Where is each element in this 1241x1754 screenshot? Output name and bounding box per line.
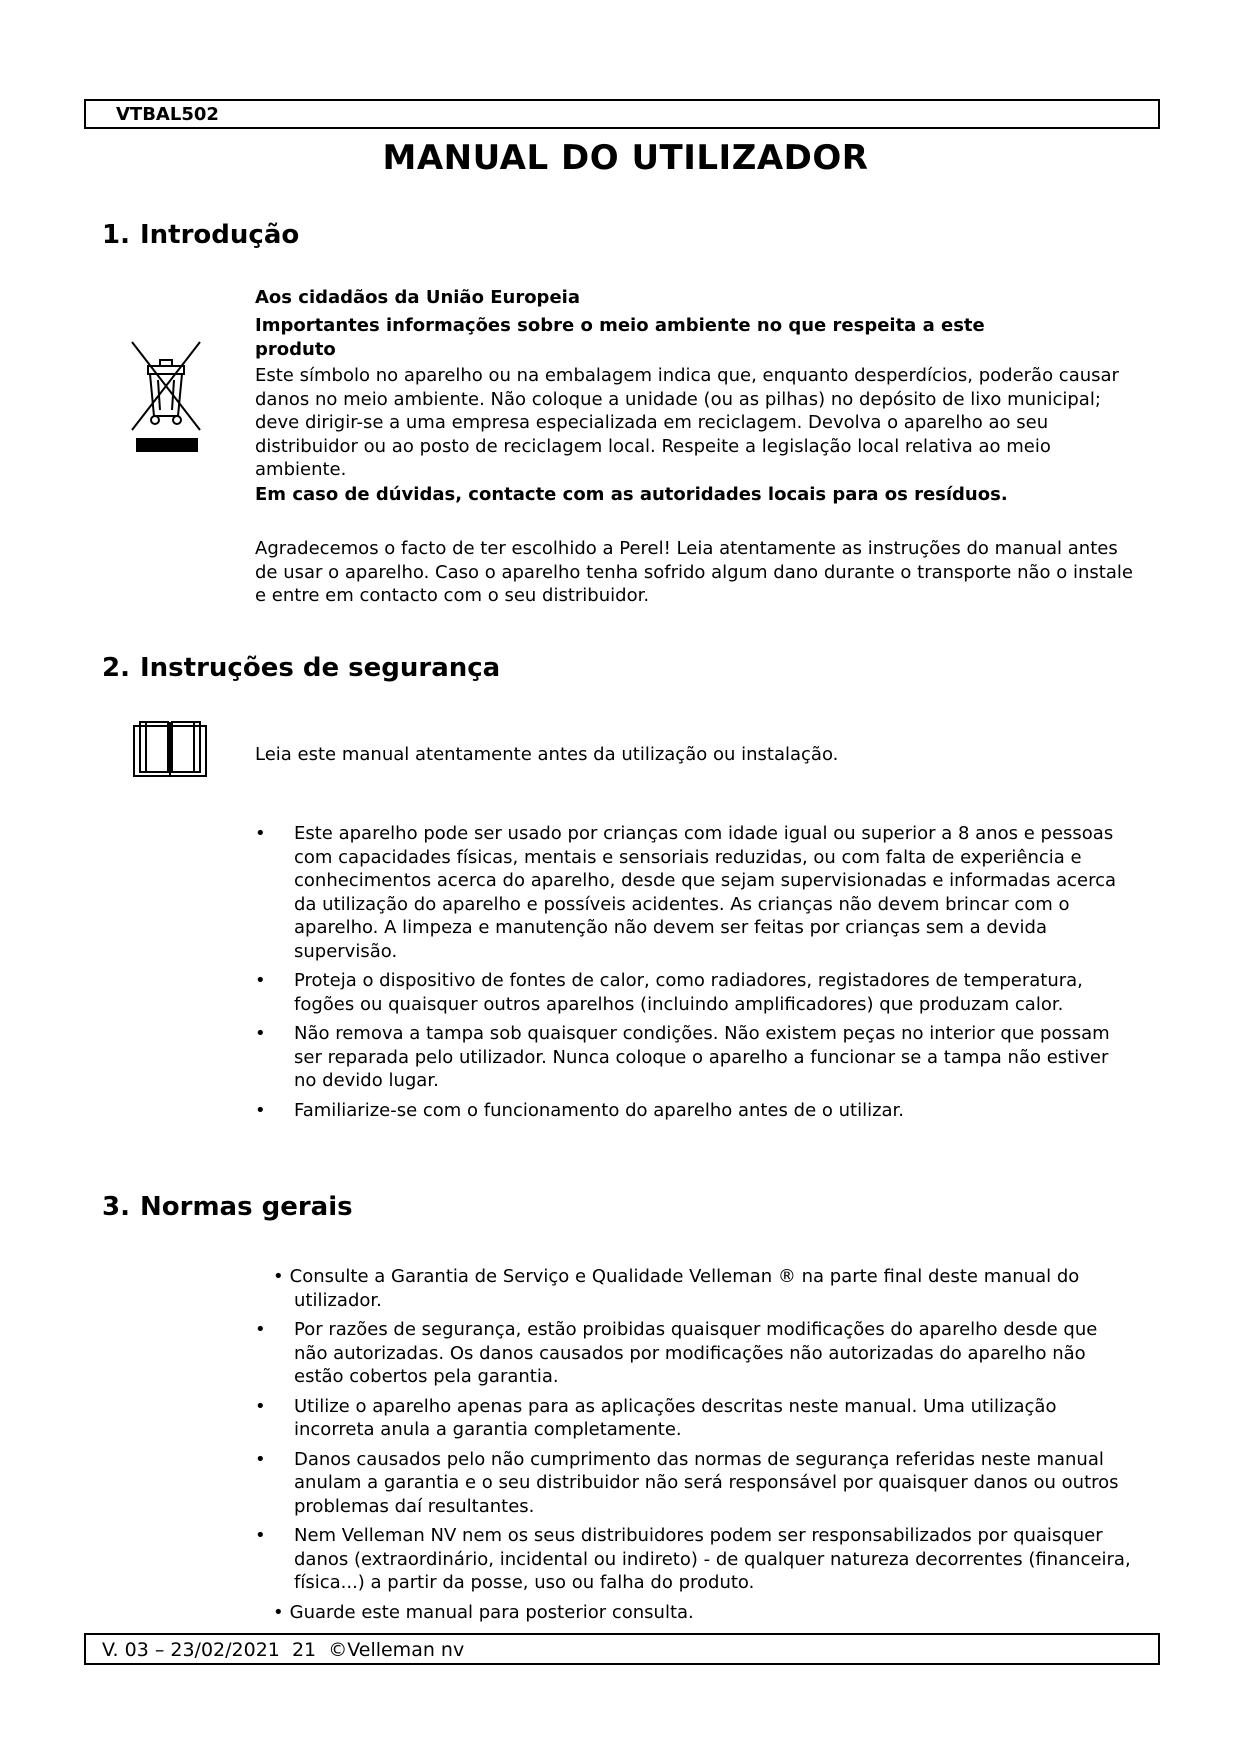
list-item [255,822,1135,963]
list-item [255,1524,1135,1595]
bullet-dot: • [255,1395,266,1417]
list-item-text: Danos causados pelo não cumprimento das normas de segurança referidas neste manual anulam a garantia e o seu distribuidor não será responsável por quaisquer danos ou outros problemas daí resultantes. [294,1448,1119,1517]
list-item [255,1318,1135,1389]
section-number: 2. [102,653,130,683]
list-item [255,1448,1135,1519]
list-item-text: Proteja o dispositivo de fontes de calor, como radiadores, registadores de temperatura, fogões ou quaisquer outros aparelhos (incluindo amplificadores) que produzam calor. [294,970,1083,1015]
section-title: Introdução [140,220,300,250]
page-title-text: MANUAL DO UTILIZADOR [382,138,869,178]
list-item-text: Consulte a Garantia de Serviço e Qualidade Velleman ® na parte final deste manual do utilizador. [289,1266,1080,1311]
thanks-text: Agradecemos o facto de ter escolhido a Perel! Leia atentamente as instruções do manual antes de usar o aparelho. Caso o aparelho tenha sofrido algum dano durante o transporte não o instale e entre em contacto com o seu distribuidor. [255,538,1133,606]
read-manual-text: Leia este manual atentamente antes da utilização ou instalação. [255,744,839,765]
list-item-text: Não remova a tampa sob quaisquer condições. Não existem peças no interior que possam ser reparada pelo utilizador. Nunca coloque o aparelho a funcionar se a tampa não estiver no devido lugar. [294,1023,1110,1091]
section-heading-general [102,1192,353,1222]
general-bullet-list [255,1265,1135,1630]
page-title [0,138,1241,178]
list-item [255,1022,1135,1093]
safety-bullet-list [255,822,1135,1128]
env-bold-text: Em caso de dúvidas, contacte com as autoridades locais para os resíduos. [255,484,1008,505]
section-number: 1. [102,220,130,250]
list-item-text: Nem Velleman NV nem os seus distribuidores podem ser responsabilizados por quaisquer danos (extraordinário, incidental ou indireto) - de qualquer natureza decorrentes (financeira, física...) a partir da posse, uso ou falha do produto. [294,1525,1131,1593]
weee-bin-icon [128,338,204,458]
list-item [255,1265,1135,1312]
list-item-text: Utilize o aparelho apenas para as aplicações descritas neste manual. Uma utilização incorreta anula a garantia completamente. [294,1395,1057,1440]
bullet-dot: • [255,1448,266,1470]
eu-heading: Aos cidadãos da União Europeia [255,287,580,308]
bullet-dot: • [273,1266,284,1287]
section-title: Instruções de segurança [140,653,501,683]
list-item [255,1395,1135,1442]
list-item-text: Familiarize-se com o funcionamento do aparelho antes de o utilizar. [294,1099,905,1121]
header-box [84,99,1160,129]
bullet-dot: • [255,1525,266,1546]
bullet-dot: • [255,1099,266,1121]
bullet-dot: • [255,1023,266,1044]
list-item-text: Por razões de segurança, estão proibidas quaisquer modificações do aparelho desde que não autorizadas. Os danos causados por modificações não autorizadas do aparelho não estão cobertos pela garantia. [294,1319,1098,1387]
list-item-text: Este aparelho pode ser usado por crianças com idade igual ou superior a 8 anos e pessoas com capacidades físicas, mentais e sensoriais reduzidas, ou com falta de experiência e conhecimentos acerca do aparelho, desde que sejam supervisionadas e informadas acerca da utilização do aparelho e possíveis acidentes. As crianças não devem brincar com o aparelho. A limpeza e manutenção não devem ser feitas por crianças sem a devida supervisão. [294,823,1117,962]
list-item [255,1601,1135,1625]
list-item [255,969,1135,1016]
section-heading-intro [102,220,299,250]
list-item-text: Guarde este manual para posterior consulta. [289,1601,694,1623]
model-number: VTBAL502 [116,104,219,125]
bullet-dot: • [255,823,266,844]
bullet-dot: • [255,1319,266,1340]
section-number: 3. [102,1192,130,1222]
section-heading-safety [102,653,500,683]
bullet-dot: • [255,970,266,991]
env-heading: Importantes informações sobre o meio ambiente no que respeita a este produto [255,315,985,360]
env-text: Este símbolo no aparelho ou na embalagem indica que, enquanto desperdícios, poderão causar danos no meio ambiente. Não coloque a unidade (ou as pilhas) no depósito de lixo municipal; deve dirigir-se a uma empresa especializada em reciclagem. Devolva o aparelho ao seu distribuidor ou ao posto de reciclagem local. Respeite a legislação local relativa ao meio ambiente. [255,365,1119,480]
footer-text: V. 03 – 23/02/2021 21 ©Velleman nv [102,1639,465,1661]
footer-box [84,1633,1160,1665]
list-item [255,1099,1135,1123]
manual-book-icon [132,718,208,778]
bullet-dot: • [273,1601,284,1623]
section-title: Normas gerais [140,1192,353,1222]
